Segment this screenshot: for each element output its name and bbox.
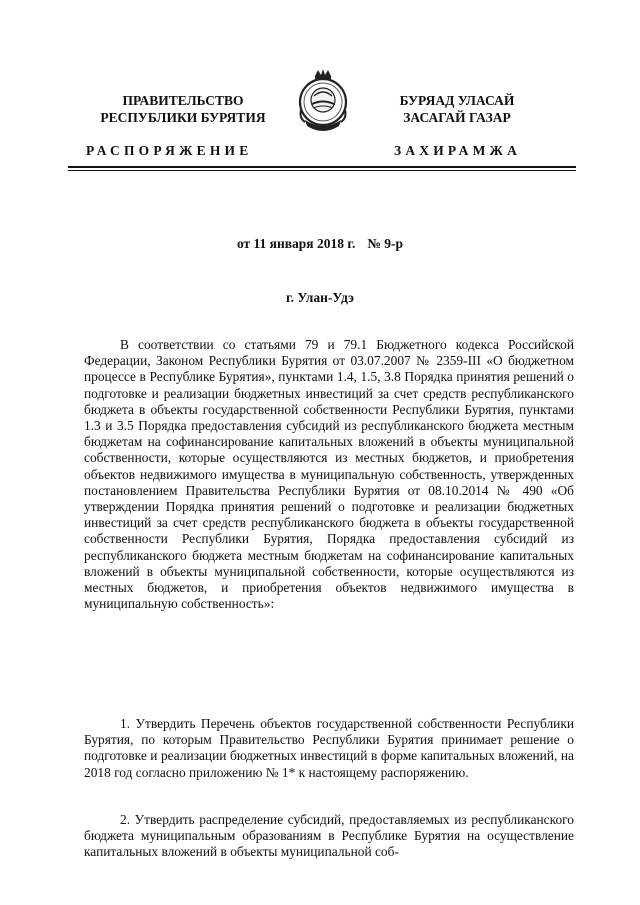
date-number-line	[0, 236, 640, 252]
document-city: г. Улан-Удэ	[286, 290, 354, 305]
clause-1-paragraph: 1. Утвердить Перечень объектов государственной собственности Республики Бурятия, по которым Правительство Республики Бурятия принимает решение о подготовке и реализации бюджетных инвестиций в форме капитальных вложений, на 2018 год согласно приложению № 1* к настоящему распоряжению.	[84, 716, 574, 780]
coat-of-arms-icon	[295, 66, 351, 136]
issuer-russian	[68, 92, 298, 126]
document-number: № 9-р	[367, 236, 404, 251]
document-date: от 11 января 2018 г.	[236, 236, 356, 251]
preamble-paragraph: В соответствии со статьями 79 и 79.1 Бюджетного кодекса Российской Федерации, Законом Республики Бурятия от 03.07.2007 № 2359-III «О бюджетном процессе в Республике Бурятия», пунктами 1.4, 1.5, 3.8 Порядка принятия решений о подготовке и реализации бюджетных инвестиций за счет средств республиканского бюджета в объекты государственной собственности Республики Бурятия, пунктами 1.3 и 3.5 Порядка предоставления субсидий из республиканского бюджета местным бюджетам на софинансирование капитальных вложений в объекты муниципальной собственности, которые осуществляются из местных бюджетов, и приобретения объектов недвижимого имущества в муниципальную собственность, утвержденных постановлением Правительства Республики Бурятия от 08.10.2014 № 490 «Об утверждении Порядка принятия решений о подготовке и реализации бюджетных инвестиций за счет средств республиканского бюджета в объекты государственной собственности Республики Бурятия, Порядка предоставления субсидий из республиканского бюджета местным бюджетам на софинансирование капитальных вложений в объекты муниципальной собственности, которые осуществляются из местных бюджетов, и приобретения объектов недвижимого имущества в муниципальную собственность»:	[84, 337, 574, 612]
header-rule-thin	[68, 170, 576, 171]
doc-type-buryat: ЗАХИРАМЖА	[394, 143, 522, 158]
issuer-buryat	[372, 92, 542, 126]
issuer-buryat-line-2: ЗАСАГАЙ ГАЗАР	[403, 110, 511, 125]
issuer-buryat-line-1: БУРЯАД УЛАСАЙ	[399, 93, 515, 108]
doc-type-russian: РАСПОРЯЖЕНИЕ	[86, 143, 253, 158]
clause-2-paragraph: 2. Утвердить распределение субсидий, предоставляемых из республиканского бюджета муниципальным образованиям в Республике Бурятия на осуществление капитальных вложений в объекты муниципальной соб-	[84, 812, 574, 860]
issuer-russian-line-2: РЕСПУБЛИКИ БУРЯТИЯ	[100, 110, 266, 125]
header-rule-thick	[68, 166, 576, 168]
issuer-russian-line-1: ПРАВИТЕЛЬСТВО	[122, 93, 244, 108]
